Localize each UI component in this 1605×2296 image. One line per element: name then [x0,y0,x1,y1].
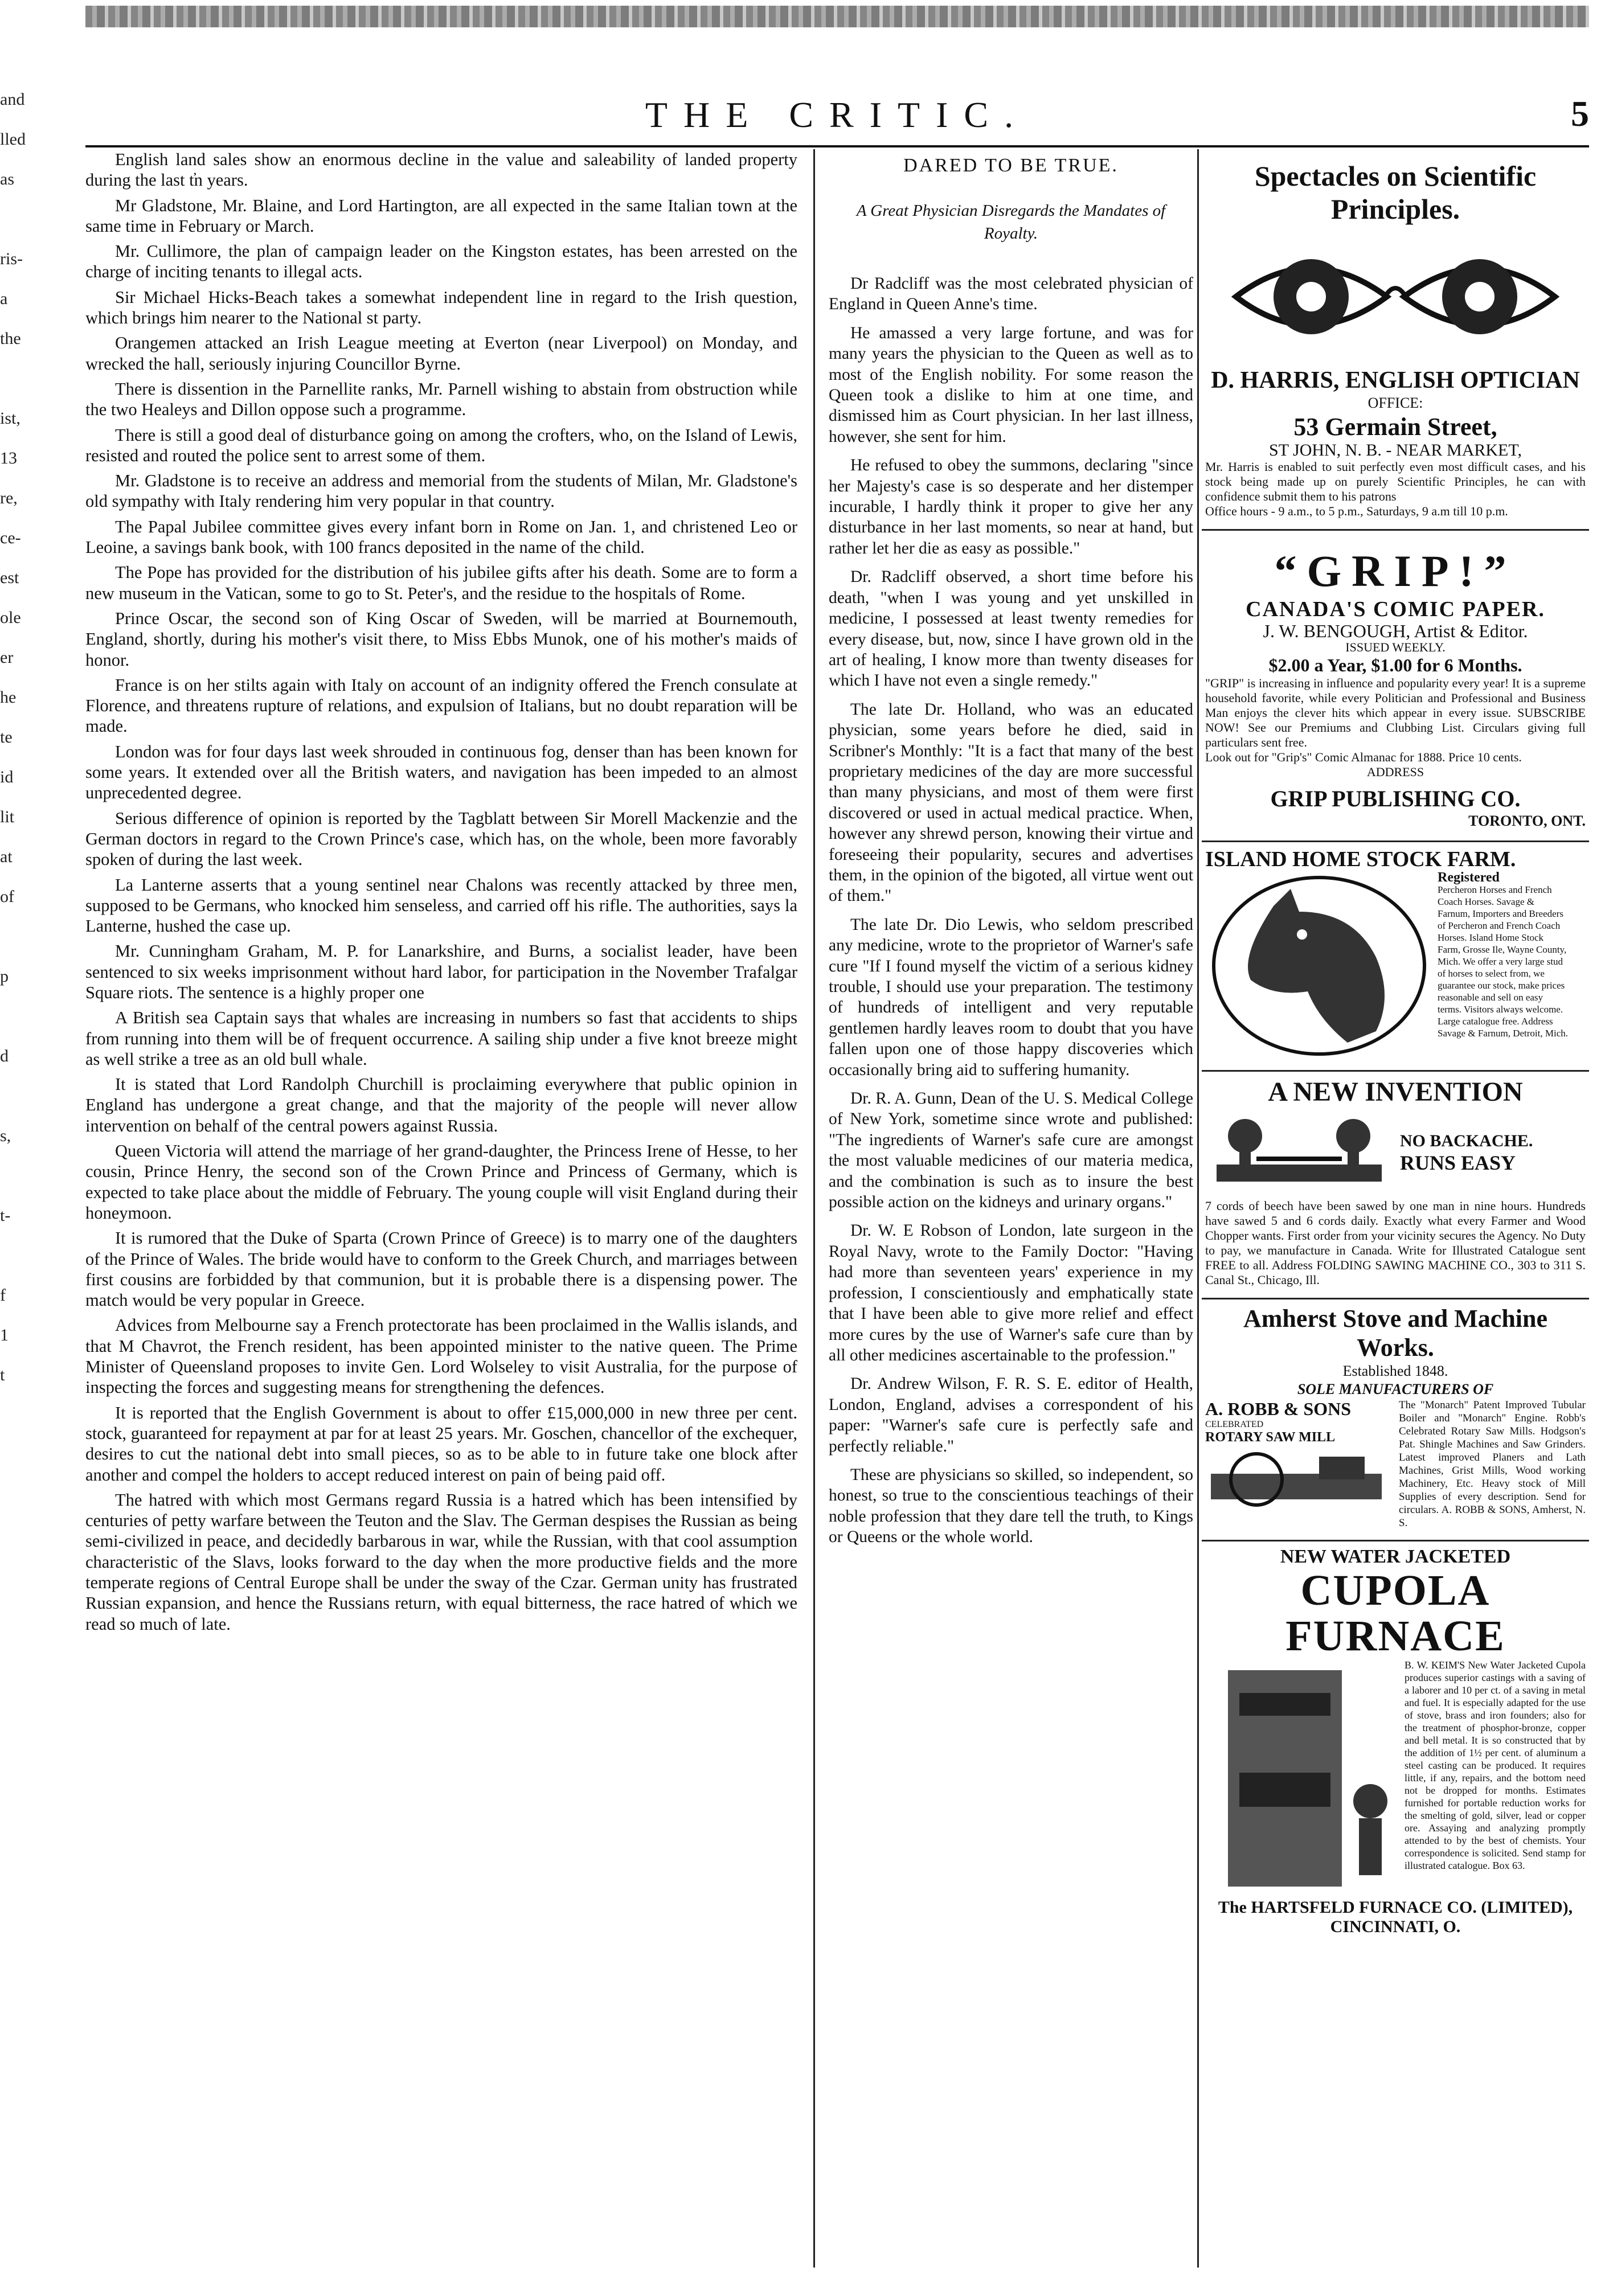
article-paragraph: He amassed a very large fortune, and was for many years the physician to the Queen as well as to most of the English nobility. For some reason the Queen took a dislike to him at one time, and dismissed him as Court physician. In her last illness, however, she sent for him. [829,323,1193,446]
horse-head-icon [1205,872,1433,1060]
news-item: Queen Victoria will attend the marriage of her grand-daughter, the Princess Irene of Hesse, to her cousin, Prince Henry, the second son of the Crown Prince and Princess of Germany, which is expected to take place about the middle of February. The young couple will visit England during their honeymoon. [85,1141,797,1223]
news-column [85,149,797,2268]
article-paragraph: The late Dr. Holland, who was an educated physician, some years before he died, said in Scribner's Monthly: "It is a fact that many of the best proprietary medicines of the day are more successful than many physicians, and most of them were first discovered or used in actual medical practice. When, however any shrewd person, knowing their virtue and foreseeing their popularity, secures and advertises them, in the opinion of the bigoted, all virtue went out of them." [829,700,1193,905]
news-item: La Lanterne asserts that a young sentinel near Chalons was recently attacked by three men, supposed to be Germans, who knocked him senseless, and carried off his rifle. The authorities, says la Lanterne, hushed the case up. [85,875,797,936]
edge-fragment: p [0,967,9,986]
article-paragraph: Dr. Andrew Wilson, F. R. S. E. editor of Health, London, England, advises a correspondent of his paper: "Warner's safe cure is perfectly safe and perfectly reliable." [829,1375,1193,1456]
edge-fragment: f [0,1286,6,1305]
edge-fragment: at [0,847,13,866]
news-item: London was for four days last week shrouded in continuous fog, denser than has been known for some years. It extended over all the British waters, and navigation has been impeded to an almost unprecedented degree. [85,741,797,803]
article-paragraph: Dr. W. E Robson of London, late surgeon in the Royal Navy, wrote to the Family Doctor: "Having had more than seventeen years' experience in my profession, I conscientiously and emphatically state that I have been able to give more relief and effect more cures by the use of Warner's safe cure than by all other medicines ascertainable to the profession." [829,1221,1193,1364]
advertisement-column [1202,149,1589,2279]
edge-fragment: re, [0,489,18,507]
edge-fragment: ole [0,608,21,627]
edge-fragment: the [0,329,21,348]
grip-editor: J. W. BENGOUGH, Artist & Editor. [1263,621,1528,641]
article-paragraph: The late Dr. Dio Lewis, who seldom prescribed any medicine, wrote to the proprietor of Warner's safe cure "If I found myself the victim of a serious kidney trouble, I should use your preparation. The testimony of hundreds of intelligent and very reputable gentlemen hardly leaves room to doubt that you have fallen upon one of those happy discoveries which occasionally bring aid to suffering humanity. [829,915,1193,1079]
newspaper-title: THE CRITIC. [645,95,1030,135]
edge-fragment: d [0,1047,9,1065]
optician-body: Mr. Harris is enabled to suit perfectly even most difficult cases, and his stock being made up on purely Scientific Principles, he can with confidence submit them to his patrons [1205,460,1586,503]
amherst-robb: A. ROBB & SONS [1205,1399,1352,1419]
cropped-left-margin [0,80,63,1384]
news-item: It is rumored that the Duke of Sparta (Crown Prince of Greece) is to marry one of the daughters of the Prince of Wales. The bride would have to conform to the Greek Church, and marriages between first cousins are forbidded by that communion, but it is probable there is a dispensing power. The match would be very popular in Greece. [85,1228,797,1310]
page-number: 5 [1571,93,1589,134]
grip-almanac: Look out for "Grip's" Comic Almanac for 1888. Price 10 cents. [1205,750,1522,764]
grip-issued: ISSUED WEEKLY. [1345,640,1446,654]
news-item: There is still a good deal of disturbance going on among the crofters, who, on the Island of Lewis, resisted and routed the police sent to arrest some of them. [85,425,797,465]
edge-fragment: lled [0,130,26,149]
amherst-celebrated: CELEBRATED [1205,1420,1264,1429]
island-home-ad [1202,842,1589,1072]
news-item: The hatred with which most Germans regard Russia is a hatred which has been intensified by centuries of petty warfare between the Teuton and the Slav. The German despises the Russian as being semi-civilized in peace, and decidedly barbarous in war, while the Russian, with that cool assumption characteristic of the Slavs, looks forward to the day when the more productive fields and the more temperate regions of Central Europe shall be under the sway of the Czar. German unity has frustrated Russian expansion, and hence the Russians return, with equal bitterness, the race hatred of which we read so much of late. [85,1490,797,1634]
edge-fragment: of [0,887,14,906]
edge-fragment: ce- [0,528,21,547]
edge-fragment [0,199,63,239]
news-item: Advices from Melbourne say a French protectorate has been proclaimed in the Wallis islands, and that M Chavrot, the French resident, has been appointed minister to the native queen. The Prime Minister of Queensland proposes to invite Gen. Lord Wolseley to visit Australia, for the purpose of inspecting the forces and suggesting means for strengthening the defences. [85,1315,797,1397]
news-item: The Pope has provided for the distribution of his jubilee gifts after his death. Some are to form a new museum in the Vatican, some to go to St. Peter's, and the residue to the hospitals of Rome. [85,563,797,603]
news-item: A British sea Captain says that whales are increasing in numbers so fast that accidents to ships from running into them will be of frequent occurrence. A sailing ship under a five knot breeze might as well strike a tree as an old bull whale. [85,1008,797,1069]
new-invention-ad [1202,1072,1589,1299]
edge-fragment: ris- [0,249,23,268]
optician-hours: Office hours - 9 a.m., to 5 p.m., Saturdays, 9 a.m till 10 p.m. [1205,504,1508,518]
grip-body: "GRIP" is increasing in influence and popularity every year! It is a supreme household favorite, while every Politician and Professional and Business Man enjoys the clever hits which appear in every issue. SUBSCRIBE NOW! See our Premiums and Clubbing List. Circulars giving full particulars sent free. [1205,676,1586,749]
article-body [829,273,1193,1548]
edge-fragment [0,1076,63,1116]
spectacles-ad-title: Spectacles on Scientific Principles. [1254,160,1537,225]
amherst-title: Amherst Stove and Machine Works. [1243,1305,1548,1362]
cupola-title: CUPOLA FURNACE [1285,1567,1505,1660]
invention-runs: RUNS EASY [1400,1151,1516,1174]
grip-city: TORONTO, ONT. [1468,813,1586,829]
grip-address-label: ADDRESS [1366,765,1424,779]
cupola-body: B. W. KEIM'S New Water Jacketed Cupola produces superior castings with a saving of a laborer and 10 per ct. of a saving in metal and fuel. It is especially adapted for the use of stove, brass and iron founders; also for the treatment of phosphor-bronze, copper and bell metal. It is so constructed that by the addition of 1½ per cent. of aluminum a steel casting can be produced. It requires little, if any, repairs, and the bottom need not be dropped for months. Estimates furnished for portable reduction works for the smelting of gold, silver, lead or copper ore. Assaying and analyzing promptly attended to by the best of chemists. Your correspondence is solicited. Send stamp for illustrated catalogue. Box 63. [1405,1659,1586,1871]
edge-fragment [0,917,63,957]
grip-title: “GRIP!” [1274,546,1517,596]
amherst-body: The "Monarch" Patent Improved Tubular Boiler and "Monarch" Engine. Robb's Celebrated Rotary Saw Mills. Hodgson's Pat. Shingle Machines and Saw Grinders. Latest improved Planers and Lath Machines, Grist Mills, Wood working Machinery, Etc. Heavy stock of Mill Supplies of every description. Send for circulars. A. ROBB & SONS, Amherst, N. S. [1399,1399,1586,1529]
island-body: Percheron Horses and French Coach Horses. Savage & Farnum, Importers and Breeders of Percheron and French Coach Horses. Island Home Stock Farm, Grosse Ile, Wayne County, Mich. We offer a very large stud of horses to select from, we guarantee our stock, make prices reasonable and sell on easy terms. Visitors always welcome. Large catalogue free. Address Savage & Farnum, Detroit, Mich. [1438,884,1568,1039]
edge-fragment: 13 [0,449,17,468]
news-item: The Papal Jubilee committee gives every infant born in Rome on Jan. 1, and christened Leo or Leoine, a savings bank book, with 100 francs deposited in the name of the child. [85,516,797,557]
edge-fragment: as [0,170,14,188]
edge-fragment: te [0,728,13,747]
column-rule [813,149,815,2268]
invention-tag: NO BACKACHE. [1400,1131,1533,1150]
sawing-machine-icon [1205,1108,1393,1199]
news-item: Mr. Cunningham Graham, M. P. for Lanarkshire, and Burns, a socialist leader, have been sentenced to six weeks imprisonment without hard labor, for participation in the November Trafalgar Square riots. The sentence is a highly proper one [85,941,797,1002]
edge-fragment: 1 [0,1326,9,1344]
island-registered: Registered [1438,870,1500,885]
news-item: English land sales show an enormous decline in the value and saleability of landed property during the last t̕n years. [85,150,797,190]
article-paragraph: He refused to obey the summons, declaring "since her Majesty's case is so desperate and her distemper incurable, I hardly think it proper to give her any disturbance in her last moments, so near at hand, but rather let her die as easy as possible." [829,456,1193,557]
island-title: ISLAND HOME STOCK FARM. [1205,847,1516,871]
article-paragraph: Dr. Radcliff observed, a short time before his death, "when I was young and yet unskilled in medicine, I possessed at least twenty remedies for every disease, but, now, since I have grown old in the art of healing, I know more than twenty diseases for which I have not even a single remedy." [829,568,1193,690]
amherst-sole: SOLE MANUFACTURERS OF [1297,1381,1494,1397]
article-paragraph: Dr. R. A. Gunn, Dean of the U. S. Medical College of New York, sometime since wrote and published: "The ingredients of Warner's safe cure are amongst the most valuable medicines of our materia medica, and the combination is such as to insure the best possible action on the kidneys and urinary organs." [829,1089,1193,1212]
saw-mill-icon [1205,1445,1387,1519]
edge-fragment: he [0,688,17,707]
news-item: There is dissention in the Parnellite ranks, Mr. Parnell wishing to abstain from obstruction while the two Healeys and Dillon oppose such a programme. [85,379,797,420]
cupola-banner: NEW WATER JACKETED [1280,1546,1511,1567]
grip-publisher: GRIP PUBLISHING CO. [1270,786,1521,811]
invention-body: 7 cords of beech have been sawed by one man in nine hours. Hundreds have sawed 5 and 6 cords daily. Exactly what every Farmer and Wood Chopper wants. First order from your vicinity secures the Agency. No Duty to pay, we manufacture in Canada. Write for Illustrated Catalogue sent FREE to all. Address FOLDING SAWING MACHINE CO., 303 to 311 S. Canal St., Chicago, Ill. [1205,1199,1586,1287]
news-item: Serious difference of opinion is reported by the Tagblatt between Sir Morell Mackenzie and the German doctors in regard to the Crown Prince's case, which has, on the whole, been more favorably spoken of during the last week. [85,808,797,870]
masthead [85,83,1589,147]
edge-fragment: t [0,1366,5,1384]
spectacles-ad [1202,149,1589,531]
cupola-company: The HARTSFELD FURNACE CO. (LIMITED), CINCINNATI, O. [1218,1898,1573,1936]
news-item: Mr. Cullimore, the plan of campaign leader on the Kingston estates, has been arrested on the charge of inciting tenants to illegal acts. [85,241,797,282]
news-item: Prince Oscar, the second son of King Oscar of Sweden, will be married at Bournemouth, England, shortly, during his mother's visit there, to Miss Ebbs Munok, one of his mother's maids of honor. [85,608,797,670]
news-item: Mr. Gladstone is to receive an address and memorial from the students of Milan, Mr. Gladstone's old sympathy with Italy rendering him very popular in that country. [85,471,797,511]
amherst-established: Established 1848. [1342,1363,1448,1379]
article-paragraph: These are physicians so skilled, so independent, so honest, so true to the conscientious teachings of their noble profession that they dare tell the truth, to Kings or Queens or the whole world. [829,1465,1193,1547]
news-item: It is stated that Lord Randolph Churchill is proclaiming everywhere that public opinion in England has undergone a great change, and that the majority of the people will never allow intervention on behalf of the central powers against Russia. [85,1075,797,1135]
grip-ad [1202,531,1589,842]
news-item: It is reported that the English Government is about to offer £15,000,000 in new three per cent. stock, guaranteed for repayment at par for at least 25 years. Mr. Goschen, chancellor of the exchequer, desires to cut the national debt into small pieces, so as to be able to in future take one block after another and compel the holders to accept reduced interest on pain of being paid off. [85,1403,797,1485]
edge-fragment [0,1156,63,1196]
invention-title: A NEW INVENTION [1268,1077,1523,1107]
edge-fragment: er [0,648,14,667]
article-paragraph: Dr Radcliff was the most celebrated physician of England in Queen Anne's time. [829,274,1193,314]
news-item: Orangemen attacked an Irish League meeting at Everton (near Liverpool) on Monday, and wrecked the hall, seriously injuring Councillor Byrne. [85,333,797,374]
cupola-ad [1202,1541,1589,1947]
amherst-mill: ROTARY SAW MILL [1205,1430,1336,1445]
edge-fragment: lit [0,807,15,826]
grip-price: $2.00 a Year, $1.00 for 6 Months. [1268,655,1522,675]
news-item: Sir Michael Hicks-Beach takes a somewhat independent line in regard to the Irish question, which brings him nearer to the National st party. [85,287,797,328]
grip-subtitle: CANADA'S COMIC PAPER. [1246,597,1545,621]
article-heading: DARED TO BE TRUE. [903,155,1119,176]
edge-fragment: ist, [0,409,21,428]
furnace-icon [1205,1659,1399,1898]
torn-top-edge [85,6,1589,27]
column-rule [1197,149,1199,2268]
office-label: OFFICE: [1367,395,1423,411]
amherst-ad [1202,1299,1589,1541]
edge-fragment: est [0,568,19,587]
spectacles-eyes-icon [1225,231,1566,362]
edge-fragment: id [0,768,14,786]
edge-fragment [0,997,63,1036]
optician-street: 53 Germain Street, [1293,413,1497,441]
edge-fragment: a [0,289,8,308]
edge-fragment: and [0,90,25,109]
edge-fragment: s, [0,1126,11,1145]
edge-fragment [0,1236,63,1276]
article-column [829,149,1193,2268]
edge-fragment: t- [0,1206,11,1225]
news-item: Mr Gladstone, Mr. Blaine, and Lord Hartington, are all expected in the same Italian town at the same time in February or March. [85,195,797,236]
optician-city: ST JOHN, N. B. - NEAR MARKET, [1269,441,1522,460]
article-subheading: A Great Physician Disregards the Mandates of Royalty. [856,202,1166,243]
news-item: France is on her stilts again with Italy on account of an indignity offered the French consulate at Florence, and threatens rupture of relations, and expulsion of Italians, but no doubt reparation will be made. [85,675,797,736]
edge-fragment [0,359,63,399]
optician-name: D. HARRIS, ENGLISH OPTICIAN [1211,367,1580,393]
